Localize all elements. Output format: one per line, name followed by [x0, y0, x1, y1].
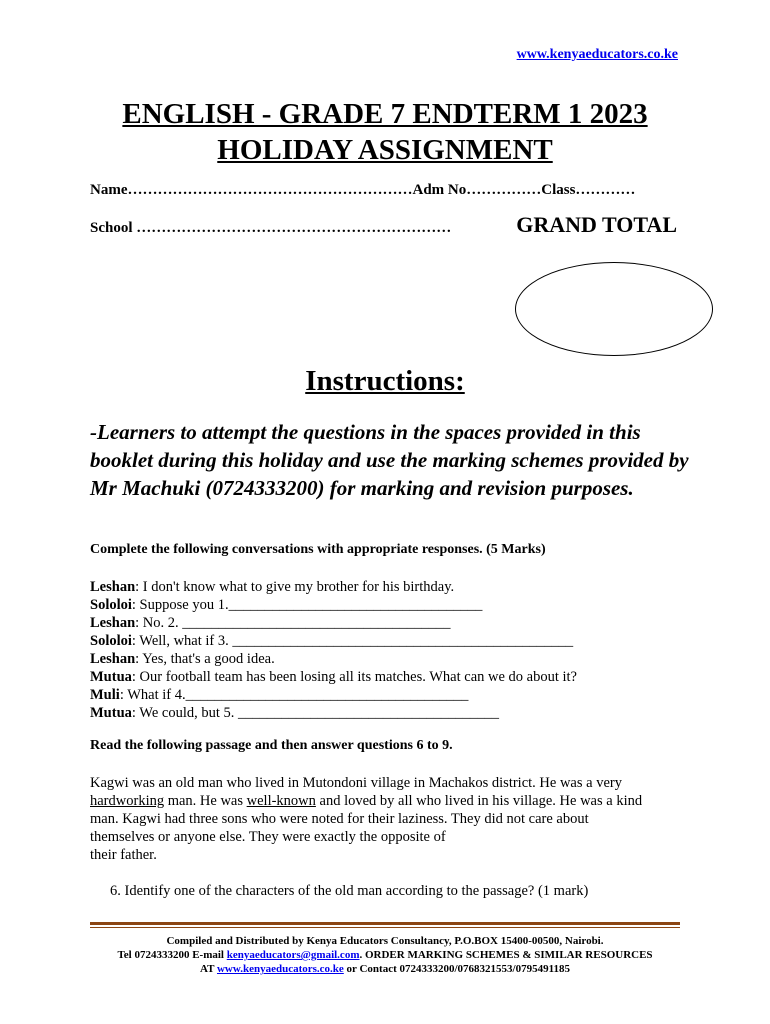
conversation-line[interactable] — [90, 704, 577, 722]
footer-divider-thin — [90, 927, 680, 928]
name-adm-class-field[interactable]: Name…………………………………………………Adm No……………Class………… — [90, 182, 636, 198]
footer-text: Tel 0724333200 E-mail — [117, 949, 227, 961]
document-subtitle: HOLIDAY ASSIGNMENT — [217, 134, 553, 166]
passage-line: Kagwi was an old man who lived in Mutondoni village in Machakos district. He was a very — [90, 775, 622, 791]
passage-text: and loved by all who lived in his village. He was a kind — [315, 793, 643, 809]
footer-text: . ORDER MARKING SCHEMES & SIMILAR RESOURCES — [359, 949, 653, 961]
speaker-name: Mutua — [90, 669, 132, 685]
site-url-link[interactable]: www.kenyaeducators.co.ke — [516, 47, 678, 62]
conversation-text: : Well, what if 3. _______________________________________________ — [131, 633, 574, 649]
speaker-name: Leshan — [90, 615, 136, 631]
page-footer — [60, 934, 710, 976]
grand-total-oval — [515, 262, 713, 356]
document-title: ENGLISH - GRADE 7 ENDTERM 1 2023 — [122, 98, 648, 130]
footer-text: AT — [199, 963, 217, 975]
footer-line — [60, 948, 710, 962]
conversation-text: : Yes, that's a good idea. — [135, 651, 275, 667]
conversation-block — [90, 578, 577, 722]
reading-passage — [90, 774, 680, 864]
passage-line — [90, 792, 680, 810]
conversation-text: : What if 4._______________________________________ — [119, 687, 469, 703]
conversation-text: : Suppose you 1.___________________________________ — [131, 597, 483, 613]
underlined-word: well-known — [246, 793, 316, 809]
footer-email-link[interactable]: kenyaeducators@gmail.com — [226, 949, 360, 961]
conversation-line[interactable] — [90, 596, 577, 614]
conversation-line — [90, 578, 577, 596]
passage-line: their father. — [90, 847, 157, 863]
speaker-name: Leshan — [90, 651, 136, 667]
footer-divider — [90, 922, 680, 925]
conversation-line[interactable] — [90, 686, 577, 704]
speaker-name: Leshan — [90, 579, 136, 595]
instructions-heading: Instructions: — [305, 365, 465, 397]
underlined-word: hardworking — [90, 793, 165, 809]
passage-line: man. Kagwi had three sons who were noted for their laziness. They did not care about — [90, 811, 589, 827]
speaker-name: Sololoi — [90, 633, 132, 649]
conversation-line[interactable] — [90, 632, 577, 650]
passage-section-heading: Read the following passage and then answer questions 6 to 9. — [90, 738, 453, 753]
speaker-name: Sololoi — [90, 597, 132, 613]
conversation-text: : We could, but 5. ____________________________________ — [131, 705, 500, 721]
speaker-name: Muli — [90, 687, 120, 703]
passage-line: themselves or anyone else. They were exactly the opposite of — [90, 829, 446, 845]
school-field[interactable]: School ……………………………………………………… — [90, 220, 452, 236]
conversation-line — [90, 650, 577, 668]
speaker-name: Mutua — [90, 705, 132, 721]
footer-text: or Contact 0724333200/0768321553/0795491185 — [343, 963, 571, 975]
instructions-body: -Learners to attempt the questions in the spaces provided in this booklet during this holiday and use the marking schemes provided by Mr Machuki (0724333200) for marking and revision purposes. — [90, 420, 689, 500]
passage-text: man. He was — [164, 793, 247, 809]
conversation-text: : Our football team has been losing all its matches. What can we do about it? — [131, 669, 577, 685]
conversation-text: : No. 2. _____________________________________ — [135, 615, 451, 631]
footer-line: Compiled and Distributed by Kenya Educators Consultancy, P.O.BOX 15400-00500, Nairobi. — [166, 935, 604, 947]
grand-total-label: GRAND TOTAL — [516, 212, 677, 237]
conversation-section-heading: Complete the following conversations with appropriate responses. (5 Marks) — [90, 542, 546, 557]
conversation-line — [90, 668, 577, 686]
conversation-line[interactable] — [90, 614, 577, 632]
footer-url-link[interactable]: www.kenyaeducators.co.ke — [216, 963, 344, 975]
conversation-text: : I don't know what to give my brother for his birthday. — [135, 579, 455, 595]
question-6: 6. Identify one of the characters of the old man according to the passage? (1 mark) — [110, 883, 589, 899]
footer-line — [60, 962, 710, 976]
